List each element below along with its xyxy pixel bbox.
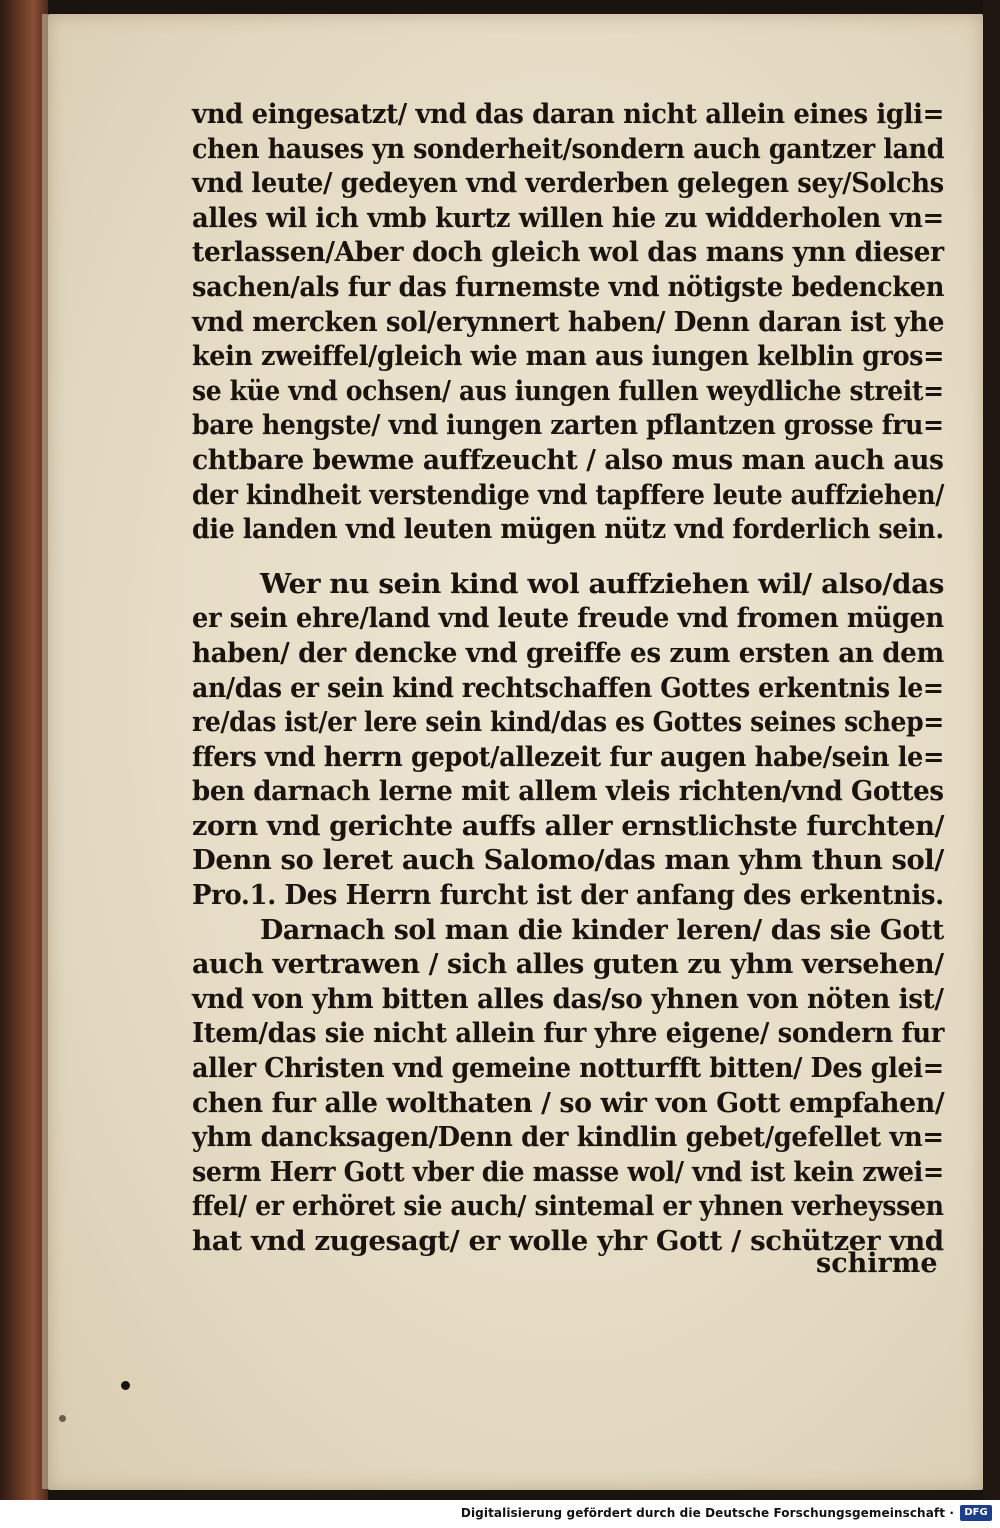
- text-line: serm Herr Gott vber die masse wol/ vnd ist kein zwei=: [192, 1156, 944, 1188]
- paragraph-gap: [192, 548, 952, 568]
- text-line: zorn vnd gerichte auffs aller ernstlichste furchten/: [192, 810, 945, 842]
- paragraph-3: [192, 914, 952, 1260]
- text-line: vnd leute/ gedeyen vnd verderben gelegen sey/Solchs: [192, 168, 944, 200]
- ink-spot: [59, 1415, 66, 1422]
- text-line: re/das ist/er lere sein kind/das es Gottes seines schep=: [192, 707, 944, 739]
- text-line: ben darnach lerne mit allem vleis richten/vnd Gottes: [192, 776, 944, 808]
- text-line: aller Christen vnd gemeine notturfft bitten/ Des glei=: [192, 1053, 944, 1085]
- paragraph-2: [192, 568, 952, 914]
- text-line: alles wil ich vmb kurtz willen hie zu widderholen vn=: [192, 202, 944, 234]
- text-line: Denn so leret auch Salomo/das man yhm thun sol/: [192, 845, 944, 877]
- text-line: die landen vnd leuten mügen nütz vnd forderlich sein.: [192, 514, 944, 546]
- text-line: hat vnd zugesagt/ er wolle yhr Gott / schützer vnd: [192, 1226, 944, 1257]
- text-line: haben/ der dencke vnd greiffe es zum ersten an dem: [192, 637, 944, 669]
- footer-credit: Digitalisierung gefördert durch die Deutsche Forschungsgemeinschaft ·: [460, 1506, 954, 1520]
- ink-spot: [121, 1381, 130, 1390]
- text-line: vnd von yhm bitten alles das/so yhnen von nöten ist/: [192, 983, 944, 1015]
- text-line: yhm dancksagen/Denn der kindlin gebet/gefellet vn=: [192, 1122, 944, 1154]
- text-line: Wer nu sein kind wol auffziehen wil/ also/das: [260, 568, 944, 600]
- catchword: schirme: [816, 1248, 938, 1279]
- text-line: Darnach sol man die kinder leren/ das sie Gott: [260, 914, 944, 946]
- paragraph-1: [192, 98, 952, 548]
- text-line: chen fur alle wolthaten / so wir von Gott empfahen/: [192, 1087, 945, 1119]
- text-line: chen hauses yn sonderheit/sondern auch gantzer land: [192, 133, 945, 165]
- page-text: [192, 98, 952, 1260]
- text-line: vnd mercken sol/erynnert haben/ Denn daran ist yhe: [192, 306, 945, 338]
- text-line: er sein ehre/land vnd leute freude vnd fromen mügen: [192, 603, 944, 635]
- text-line: an/das er sein kind rechtschaffen Gottes erkentnis le=: [192, 672, 944, 704]
- text-line: auch vertrawen / sich alles guten zu yhm versehen/: [192, 949, 944, 981]
- text-line: Item/das sie nicht allein fur yhre eigene/ sondern fur: [192, 1018, 945, 1050]
- text-line: terlassen/Aber doch gleich wol das mans ynn dieser: [192, 237, 944, 269]
- text-line: ffers vnd herrn gepot/allezeit fur augen habe/sein le=: [192, 741, 945, 773]
- text-line: ffel/ er erhöret sie auch/ sintemal er yhnen verheyssen: [192, 1191, 944, 1223]
- text-line: kein zweiffel/gleich wie man aus iungen kelblin gros=: [192, 341, 945, 373]
- text-line: chtbare bewme auffzeucht / also mus man auch aus: [192, 444, 944, 476]
- text-line: bare hengste/ vnd iungen zarten pflantzen grosse fru=: [192, 410, 944, 442]
- book-binding: [0, 0, 48, 1500]
- text-line: der kindheit verstendige vnd tapffere leute auffziehen/: [192, 479, 944, 511]
- scan-right-edge: [983, 0, 1000, 1500]
- text-line: se küe vnd ochsen/ aus iungen fullen weydliche streit=: [192, 375, 944, 407]
- text-line: vnd eingesatzt/ vnd das daran nicht allein eines igli=: [192, 99, 944, 130]
- dfg-logo-icon: DFG: [960, 1505, 992, 1521]
- text-line: Pro.1. Des Herrn furcht ist der anfang des erkentnis.: [192, 880, 944, 912]
- text-line: sachen/als fur das furnemste vnd nötigste bedencken: [192, 271, 945, 303]
- footer-bar: [0, 1500, 1000, 1528]
